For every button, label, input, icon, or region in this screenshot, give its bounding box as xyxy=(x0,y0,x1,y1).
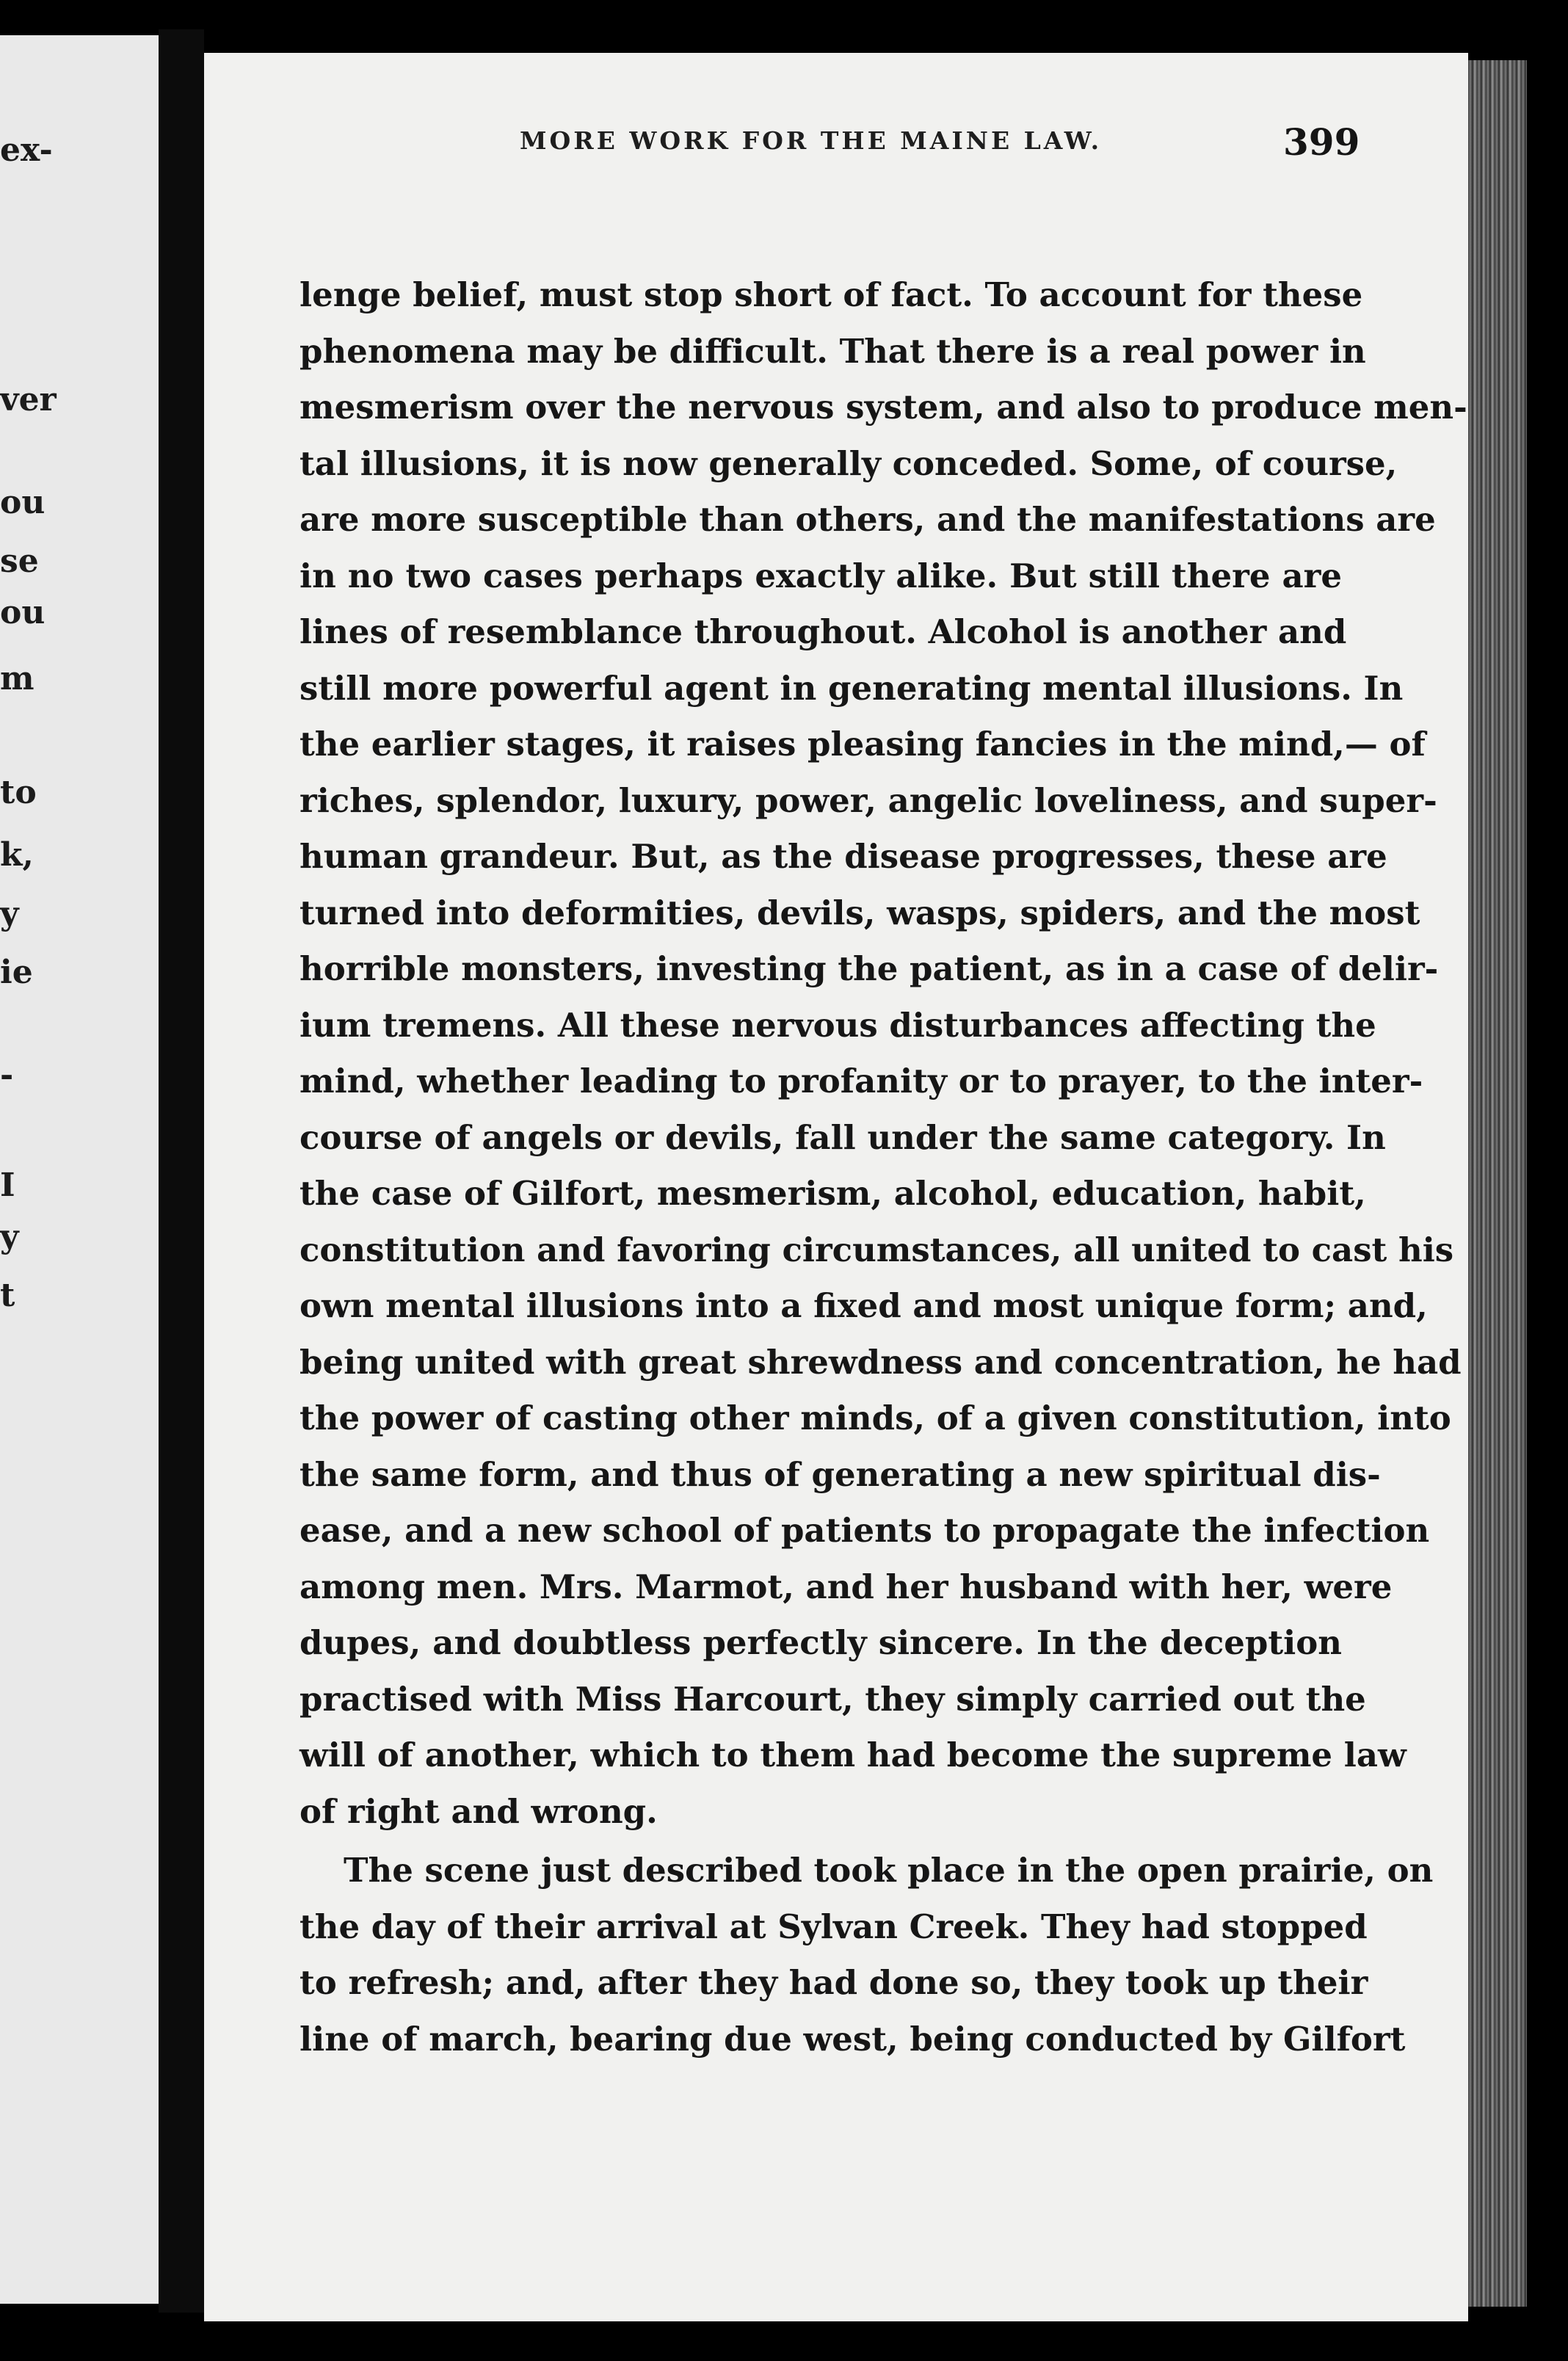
page-number: 399 xyxy=(1283,120,1360,164)
text-line: course of angels or devils, fall under the same category. In xyxy=(300,1117,1386,1157)
text-line: own mental illusions into a fixed and most unique form; and, xyxy=(300,1286,1428,1325)
left-page-fragment: ou xyxy=(0,594,46,631)
running-head xyxy=(204,120,1468,170)
text-line: the same form, and thus of generating a new spiritual dis- xyxy=(300,1454,1381,1494)
left-page-fragment: I xyxy=(0,1167,15,1204)
left-page-text-fragments xyxy=(0,35,159,2304)
text-line: lines of resemblance throughout. Alcohol is another and xyxy=(300,612,1347,651)
text-line: ium tremens. All these nervous disturbances affecting the xyxy=(300,1005,1376,1045)
left-page-fragment: ver xyxy=(0,381,57,418)
text-line: line of march, bearing due west, being conducted by Gilfort xyxy=(300,2019,1406,2059)
left-page-fragment: y xyxy=(0,1218,19,1255)
text-line: mind, whether leading to profanity or to prayer, to the inter- xyxy=(300,1062,1423,1100)
left-page-fragment: ie xyxy=(0,954,33,991)
book-page xyxy=(204,53,1468,2321)
text-line: horrible monsters, investing the patient, as in a case of delir- xyxy=(300,949,1439,988)
left-page-fragment: to xyxy=(0,774,37,811)
left-page-fragment: y xyxy=(0,895,19,932)
text-line: are more susceptible than others, and the manifestations are xyxy=(300,500,1436,539)
left-page-fragment: m xyxy=(0,660,35,697)
text-line: phenomena may be difficult. That there is a real power in xyxy=(300,331,1366,371)
paragraph xyxy=(300,267,1467,1840)
text-line: ease, and a new school of patients to propagate the infection xyxy=(300,1511,1430,1550)
text-line: in no two cases perhaps exactly alike. But still there are xyxy=(300,556,1342,595)
paragraph xyxy=(300,1843,1434,2067)
text-line: of right and wrong. xyxy=(300,1791,658,1831)
left-page-fragment: se xyxy=(0,543,39,580)
text-line: being united with great shrewdness and concentration, he had xyxy=(300,1342,1462,1382)
text-line: mesmerism over the nervous system, and also to produce men- xyxy=(300,388,1467,427)
text-line: riches, splendor, luxury, power, angelic loveliness, and super- xyxy=(300,780,1437,820)
text-line: The scene just described took place in the open prairie, on xyxy=(344,1851,1434,1890)
left-page-fragment: ex- xyxy=(0,131,53,169)
text-line: human grandeur. But, as the disease progresses, these are xyxy=(300,837,1387,876)
left-page-fragment: ou xyxy=(0,484,46,521)
left-page-fragment: - xyxy=(0,1056,14,1094)
text-line: lenge belief, must stop short of fact. To account for these xyxy=(300,275,1363,314)
text-line: turned into deformities, devils, wasps, spiders, and the most xyxy=(300,893,1420,932)
text-line: dupes, and doubtless perfectly sincere. In the deception xyxy=(300,1623,1342,1662)
left-facing-page xyxy=(0,35,159,2304)
text-line: tal illusions, it is now generally conceded. Some, of course, xyxy=(300,443,1398,483)
text-line: still more powerful agent in generating mental illusions. In xyxy=(300,668,1404,708)
text-line: among men. Mrs. Marmot, and her husband with her, were xyxy=(300,1567,1393,1606)
text-line: constitution and favoring circumstances, all united to cast his xyxy=(300,1230,1454,1269)
book-gutter xyxy=(159,29,204,2313)
text-line: the day of their arrival at Sylvan Creek. They had stopped xyxy=(300,1907,1368,1946)
left-page-fragment: t xyxy=(0,1277,15,1314)
text-line: the earlier stages, it raises pleasing fancies in the mind,— of xyxy=(300,725,1426,764)
page-edges xyxy=(1468,60,1527,2307)
running-title: MORE WORK FOR THE MAINE LAW. xyxy=(520,126,1103,155)
left-page-fragment: k, xyxy=(0,836,34,874)
body-text xyxy=(300,267,1467,2067)
text-line: practised with Miss Harcourt, they simply carried out the xyxy=(300,1679,1366,1719)
text-line: the case of Gilfort, mesmerism, alcohol, education, habit, xyxy=(300,1174,1366,1213)
text-line: to refresh; and, after they had done so, they took up their xyxy=(300,1963,1368,2002)
text-line: the power of casting other minds, of a given constitution, into xyxy=(300,1399,1451,1437)
text-line: will of another, which to them had become the supreme law xyxy=(300,1736,1407,1774)
